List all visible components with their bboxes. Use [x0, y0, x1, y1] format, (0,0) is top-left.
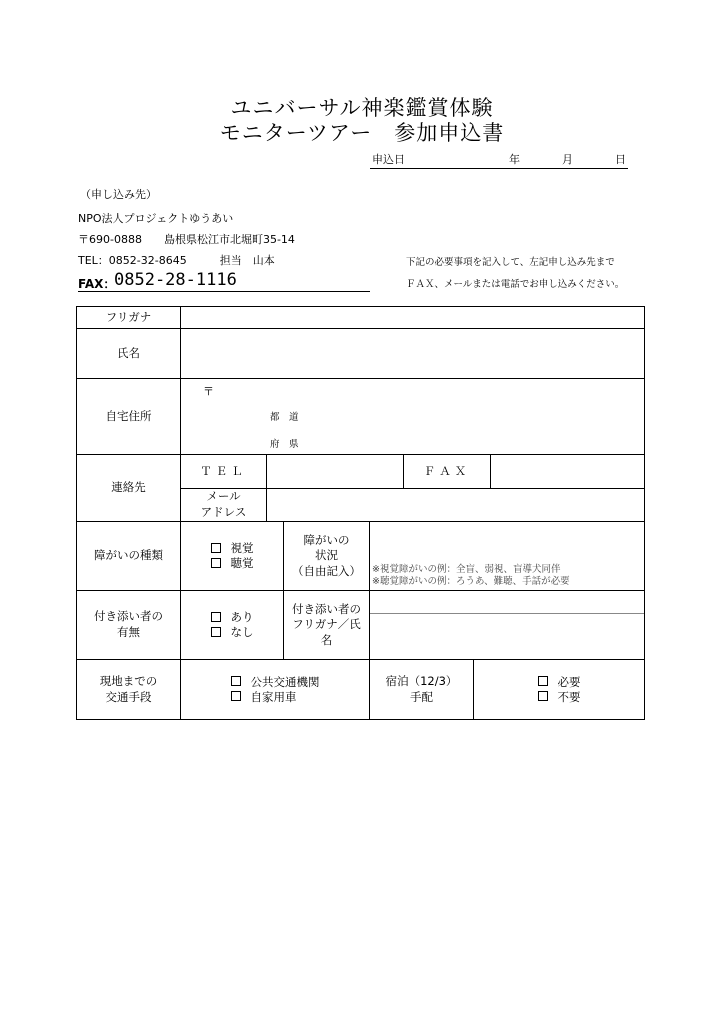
address-zip-mark: 〒	[203, 385, 214, 398]
address-pref-line1: 都 道	[270, 412, 299, 423]
form-title-line2: モニターツアー 参加申込書	[219, 121, 505, 145]
attendant-name-input[interactable]	[369, 590, 645, 660]
destination-heading: （申し込み先）	[80, 188, 157, 201]
tel-input[interactable]	[266, 454, 404, 489]
lodging-opt-needed-label: 必要	[557, 674, 581, 689]
disability-status-line2: 状況	[315, 548, 338, 563]
disability-status-input[interactable]	[369, 521, 645, 591]
checkbox-icon[interactable]	[231, 691, 241, 701]
checkbox-icon[interactable]	[538, 676, 548, 686]
instructions-line1: 下記の必要事項を記入して、左記申し込み先まで	[406, 257, 615, 268]
mail-input[interactable]	[266, 488, 645, 522]
attendant-name-line1: 付き添い者の	[292, 601, 361, 616]
transport-opt-car[interactable]	[231, 690, 320, 705]
attendant-opt-no-label: なし	[230, 625, 254, 639]
disability-type-options	[180, 521, 284, 591]
transport-opt-public-label: 公共交通機関	[250, 674, 320, 689]
disability-note-hearing: ※聴覚障がいの例：ろうあ、難聴、手話が必要	[372, 576, 570, 587]
mail-label-line2: アドレス	[200, 505, 247, 519]
lodging-opt-needed[interactable]	[538, 675, 581, 690]
apply-date-label: 申込日	[372, 153, 405, 166]
transport-label	[76, 659, 181, 720]
lodging-label	[369, 659, 474, 720]
disability-status-line3: （自由記入）	[292, 563, 361, 578]
disability-opt-hearing[interactable]	[211, 556, 254, 571]
disability-status-line1: 障がいの	[303, 532, 350, 547]
contact-label: 連絡先	[76, 454, 181, 522]
apply-date-field[interactable]	[370, 150, 628, 169]
apply-date-day: 日	[615, 153, 626, 166]
lodging-opt-not-needed-label: 不要	[557, 689, 581, 704]
mail-label	[180, 488, 267, 522]
name-label: 氏名	[76, 328, 181, 379]
instructions-line2: ＦＡＸ、メールまたは電話でお申し込みください。	[406, 279, 625, 290]
disability-opt-visual[interactable]	[211, 541, 254, 556]
name-input[interactable]	[180, 328, 645, 379]
furigana-input[interactable]	[180, 306, 645, 329]
lodging-label-line2: 手配	[410, 689, 433, 704]
transport-label-line2: 交通手段	[105, 689, 152, 704]
checkbox-icon[interactable]	[231, 676, 241, 686]
apply-date-year: 年	[509, 153, 520, 166]
form-title-line1: ユニバーサル神楽鑑賞体験	[230, 96, 494, 120]
disability-status-label	[283, 521, 370, 591]
attendant-opt-no[interactable]	[211, 625, 254, 640]
attendant-name-line3: 名	[320, 632, 333, 647]
lodging-options	[473, 659, 645, 720]
fax-field-label: ＦＡＸ	[403, 454, 491, 489]
address-input[interactable]	[180, 378, 645, 455]
disability-note-visual: ※視覚障がいの例：全盲、弱視、盲導犬同伴	[372, 564, 561, 575]
mail-label-line1: メール	[206, 489, 241, 504]
attendant-options	[180, 590, 284, 660]
destination-tel: TEL：0852-32-8645 担当 山本	[78, 254, 275, 267]
disability-opt-visual-label: 視覚	[230, 541, 254, 555]
transport-label-line1: 現地までの	[99, 673, 158, 688]
attendant-label	[76, 590, 181, 660]
disability-opt-hearing-label: 聴覚	[230, 556, 254, 570]
attendant-name-label	[283, 590, 370, 660]
attendant-name-line2: フリガナ／氏	[292, 617, 361, 632]
transport-options	[180, 659, 370, 720]
transport-opt-public[interactable]	[231, 675, 320, 690]
disability-type-label: 障がいの種類	[76, 521, 181, 591]
checkbox-icon[interactable]	[538, 691, 548, 701]
checkbox-icon[interactable]	[211, 627, 221, 637]
fax-number: 0852-28-1116	[114, 270, 237, 290]
fax-label: FAX：	[78, 277, 116, 291]
lodging-label-line1: 宿泊（12/3）	[385, 673, 458, 688]
destination-address: 〒690-0888 島根県松江市北堀町35-14	[78, 233, 295, 246]
address-pref-line2: 府 県	[270, 439, 299, 450]
checkbox-icon[interactable]	[211, 612, 221, 622]
attendant-label-line1: 付き添い者の	[94, 609, 163, 624]
destination-fax	[78, 270, 370, 292]
furigana-label: フリガナ	[76, 306, 181, 329]
address-label: 自宅住所	[76, 378, 181, 455]
attendant-opt-yes[interactable]	[211, 610, 254, 625]
attendant-label-line2: 有無	[117, 625, 140, 639]
checkbox-icon[interactable]	[211, 543, 221, 553]
transport-opt-car-label: 自家用車	[250, 689, 297, 704]
destination-org: NPO法人プロジェクトゆうあい	[78, 212, 234, 225]
lodging-opt-not-needed[interactable]	[538, 690, 581, 705]
checkbox-icon[interactable]	[211, 558, 221, 568]
apply-date-month: 月	[562, 153, 573, 166]
attendant-opt-yes-label: あり	[230, 610, 254, 624]
furigana-divider	[370, 613, 644, 614]
fax-input[interactable]	[490, 454, 645, 489]
tel-label: ＴＥＬ	[180, 454, 267, 489]
